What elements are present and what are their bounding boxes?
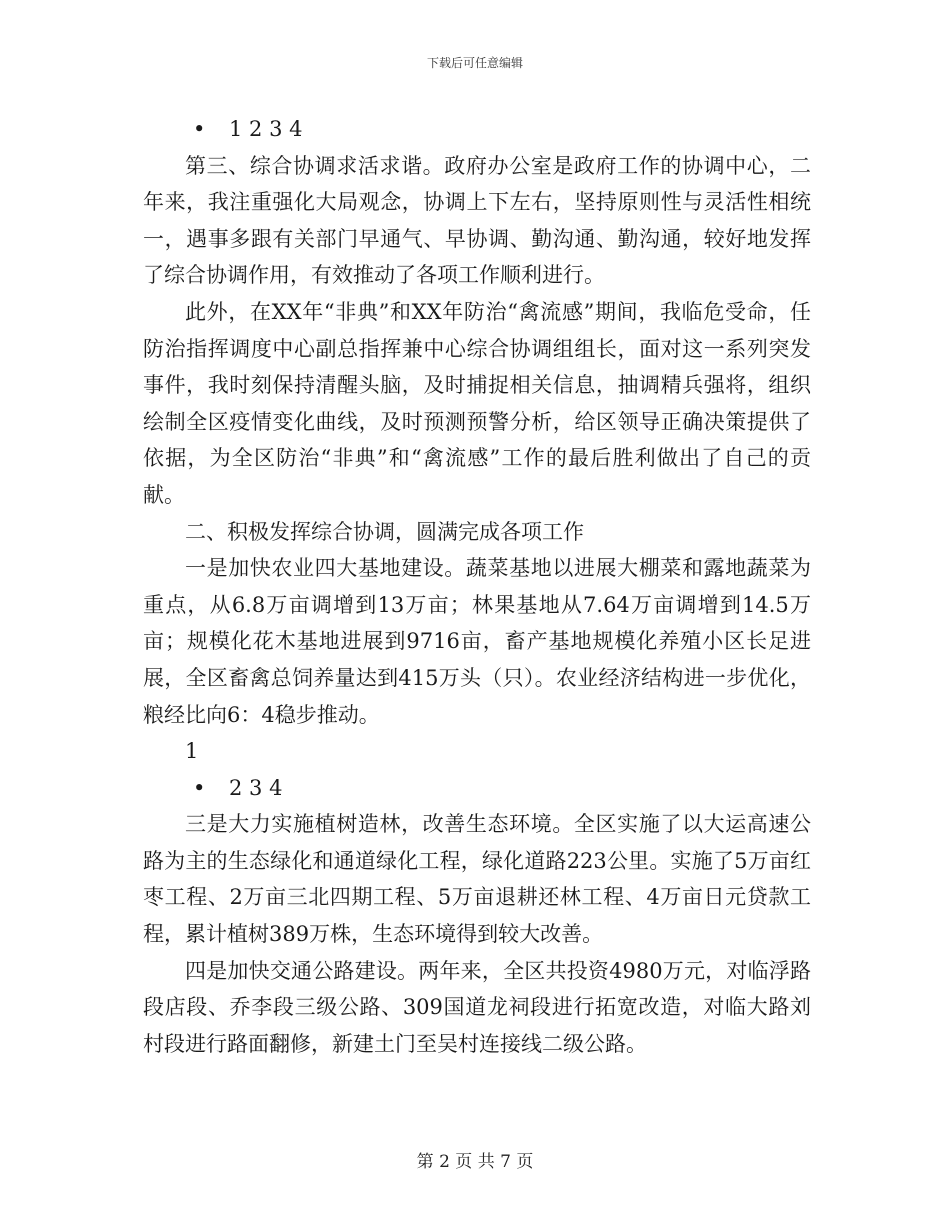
paragraph-agriculture: 一是加快农业四大基地建设。蔬菜基地以进展大棚菜和露地蔬菜为重点，从6.8万亩调增到13万亩；林果基地从7.64万亩调增到14.5万亩；规模化花木基地进展到9716亩，畜产基地规模化养殖小区长足进展，全区畜禽总饲养量达到415万头（只）。农业经济结构进一步优化，粮经比向6：4稳步推动。 [143, 556, 811, 727]
section-heading: 二、积极发挥综合协调，圆满完成各项工作 [185, 519, 584, 544]
list-marker-2 [143, 770, 811, 807]
list-marker-1 [143, 111, 811, 148]
paragraph-transport: 四是加快交通公路建设。两年来，全区共投资4980万元，对临浮路段店段、乔李段三级公路、309国道龙祠段进行拓宽改造，对临大路刘村段进行路面翻修，新建土门至吴村连接线二级公路。 [143, 958, 811, 1056]
marker-text: 2 3 4 [229, 775, 283, 800]
marker-text: 1 2 3 4 [229, 117, 303, 141]
page-footer: 第 2 页 共 7 页 [416, 1152, 534, 1172]
paragraph-afforestation: 三是大力实施植树造林，改善生态环境。全区实施了以大运高速公路为主的生态绿化和通道绿化工程，绿化道路223公里。实施了5万亩红枣工程、2万亩三北四期工程、5万亩退耕还林工程、4万亩日元贷款工程，累计植树389万株，生态环境得到较大改善。 [143, 812, 811, 947]
bullet-icon: • [193, 117, 206, 141]
paragraph-epidemic: 此外，在XX年“非典”和XX年防治“禽流感”期间，我临危受命，任防治指挥调度中心副总指挥兼中心综合协调组组长，面对这一系列突发事件，我时刻保持清醒头脑，及时捕捉相关信息，抽调精兵强将，组织绘制全区疫情变化曲线，及时预测预警分析，给区领导正确决策提供了依据，为全区防治“非典”和“禽流感”工作的最后胜利做出了自己的贡献。 [143, 299, 811, 507]
page-number-fragment: 1 [185, 739, 199, 764]
page-header: 下载后可任意编辑 [426, 56, 523, 70]
paragraph-coordination: 第三、综合协调求活求谐。政府办公室是政府工作的协调中心，二年来，我注重强化大局观念，协调上下左右，坚持原则性与灵活性相统一，遇事多跟有关部门早通气、早协调、勤沟通、勤沟通，较好地发挥了综合协调作用，有效推动了各项工作顺利进行。 [143, 153, 811, 288]
document-body [143, 111, 811, 1062]
bullet-icon: • [193, 775, 206, 800]
